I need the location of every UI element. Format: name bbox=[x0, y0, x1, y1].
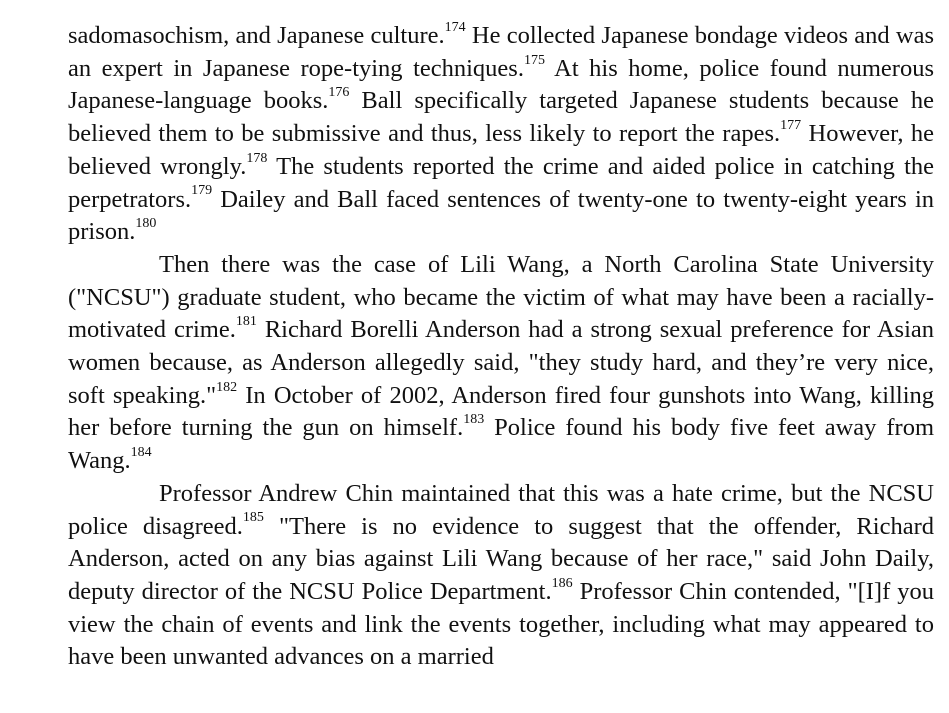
paragraph-lili-wang-case bbox=[68, 249, 934, 478]
text-run: Dailey and Ball faced sentences of twenty-one to twenty-eight years in prison. bbox=[68, 185, 934, 246]
text-run: However, he believed wrongly. bbox=[68, 120, 934, 180]
text-run: Richard Borelli Anderson had a strong sexual preference for Asian women because, as Anderson allegedly said, "they study hard, and they’re very nice, soft speaking." bbox=[68, 316, 934, 409]
footnote-ref: 177 bbox=[780, 117, 802, 133]
text-run: He collected Japanese bondage videos and was an expert in Japanese rope-tying techniques. bbox=[68, 22, 934, 82]
paragraph-bondage-case bbox=[68, 20, 934, 249]
footnote-ref: 176 bbox=[328, 85, 350, 101]
footnote-ref: 178 bbox=[246, 150, 268, 166]
footnote-ref: 183 bbox=[463, 412, 485, 428]
footnote-ref: 175 bbox=[523, 52, 545, 68]
text-run: At his home, police found numerous Japanese-language books. bbox=[68, 54, 934, 115]
text-run: In October of 2002, Anderson fired four gunshots into Wang, killing her before turning the gun on himself. bbox=[68, 381, 935, 442]
text-run: Professor Chin contended, "[I]f you view the chain of events and link the events together, including what may appeared to have been unwanted advances on a married bbox=[68, 577, 934, 671]
footnote-ref: 184 bbox=[130, 444, 152, 460]
footnote-ref: 174 bbox=[444, 19, 466, 35]
text-run: Ball specifically targeted Japanese students because he believed them to be submissive and thus, less likely to report the rapes. bbox=[68, 87, 934, 148]
text-run: sadomasochism, and Japanese culture. bbox=[68, 22, 445, 49]
text-run: Police found his body five feet away from Wang. bbox=[68, 414, 935, 475]
footnote-ref: 181 bbox=[235, 314, 257, 330]
text-run: Then there was the case of Lili Wang, a North Carolina State University ("NCSU") graduate student, who became the victim of what may have been a racially-motivated crime. bbox=[68, 250, 934, 344]
text-run: Professor Andrew Chin maintained that this was a hate crime, but the NCSU police disagreed. bbox=[68, 479, 934, 540]
paragraph-hate-crime-debate bbox=[68, 478, 934, 674]
footnote-ref: 179 bbox=[191, 183, 213, 199]
footnote-ref: 182 bbox=[216, 379, 238, 395]
footnote-ref: 185 bbox=[242, 510, 264, 526]
footnote-ref: 180 bbox=[135, 216, 157, 232]
document-page bbox=[68, 20, 934, 674]
footnote-ref: 186 bbox=[551, 575, 573, 591]
text-run: "There is no evidence to suggest that the offender, Richard Anderson, acted on any bias against Lili Wang because of her race," said John Daily, deputy director of the NCSU Police Department. bbox=[68, 512, 934, 605]
text-run: The students reported the crime and aided police in catching the perpetrators. bbox=[68, 152, 934, 213]
